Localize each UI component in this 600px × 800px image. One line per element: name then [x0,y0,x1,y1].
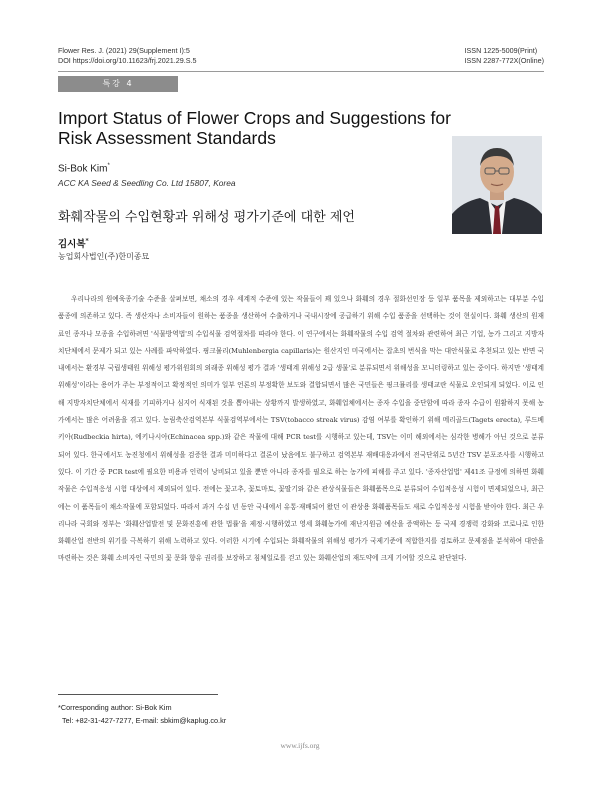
author-name-ko-text: 김시복 [58,239,86,250]
contact-info: Tel: +82-31-427-7277, E-mail: sbkim@kaplug.co.kr [62,716,227,725]
corresponding-mark-ko: * [85,237,89,245]
footer-url[interactable]: www.ijfs.org [280,741,320,750]
abstract [58,291,544,568]
abstract-text: 우리나라의 원예육종기술 수준을 살펴보면, 채소의 경우 세계적 수준에 있는 작물들이 꽤 있으나 화훼의 경우 절화선인장 등 일부 품목을 제외하고는 대부분 수입 품종에 의존하고 있다. 즉 생산자나 소비자들이 원하는 품종을 생산하여 수출하거나 국내시장에 공급하기 위해 수입 품종을 선택하는 것이 현실이다. 화훼 생산의 원재료인 종자나 모종을 수입하려면 '식물방역법'의 수입식물 검역절차를 따라야 한다. 이 연구에서는 화훼작물의 수입 검역 절차와 관련하여 최근 기업, 농가 그리고 지방자치단체에서 문제가 되고 있는 사례를 파악하였다. 핑크뮬리(Muhlenbergia capillaris)는 원산지인 미국에서는 잡초의 번식을 막는 대안식물로 추천되고 있는 반면 국내에서는 환경부 국립생태원 위해성 평가위원회의 외래종 위해성 평가 결과 '생태계 위해성 2급 생물'로 분류되면서 위해성을 모니터링하고 있는 중이다. 하지만 '생태계 위해성'이라는 용어가 주는 부정적이고 확정적인 의미가 일부 언론의 부정확한 보도와 결합되면서 많은 국민들은 핑크뮬리를 생태교란 식물로 오인되게 되었다. 이로 인해 지방자치단체에서 식재를 기피하거나 심지어 식재된 것을 뽑아내는 상황까지 발생하였고, 화훼업체에서는 종자 수입을 중단함에 따라 종자 수급이 원활하지 못해 농가에서는 많은 어려움을 겪고 있다. 농림축산검역본부 식물검역부에서는 TSV(tobacco streak virus) 감염 여부를 확인하기 위해 메리골드(Tagets erecta), 루드베키아(Rudbeckia hirta), 에키나시아(Echinacea spp.)와 같은 작물에 대해 PCR test를 시행하고 있는데, TSV는 이미 해외에서는 심각한 병해가 아닌 것으로 분류되어 있다. 한국에서도 농진청에서 위해성을 검증한 결과 미미하다고 결론이 났음에도 불구하고 검역본부 재배대응과에서 전국단위로 5년간 TSV 분포조사를 시행하고 있다. 이 기간 중 PCR test에 필요한 비용과 인력이 낭비되고 있을 뿐만 아니라 종자를 필요로 하는 농가에 피해를 주고 있다. '종자산업법' 제41조 규정에 의하면 화훼작물은 수입적응성 시험 대상에서 제외되어 있다. 전에는 꽃고추, 꽃토마토, 꽃딸기와 같은 관상식물들은 화훼품목으로 분류되어 수입적응성 시험이 면제되었으나, 최근에는 이 품목들이 채소작물에 포함되었다. 따라서 과거 수십 년 동안 국내에서 유통·재배되어 왔던 이 관상용 화훼품목들도 새로 수입적응성 시험을 받아야 한다. 최근 우리나라 국회와 정부는 '화훼산업발전 및 문화진흥에 관한 법률'을 제정·시행하였고 영세 화훼농가에 재난지원금 예산을 증액하는 등 국제 경쟁력 강화와 코로나로 인한 화훼산업 전반의 위기를 극복하기 위해 노력하고 있다. 이러한 시기에 수입되는 화훼작물의 위해성 평가가 국제기준에 적합한지를 검토하고 문제점을 분석하여 대안을 마련하는 것은 화훼 소비자인 국민의 꽃 문화 향유 권리를 보장하고 침체일로를 걷고 있는 화훼산업의 재도약에 크게 기여할 것으로 판단된다. [58,295,544,563]
journal-citation: Flower Res. J. (2021) 29(Supplement I):5 [58,46,190,55]
header-divider [58,71,544,72]
issn-block [464,46,544,66]
doi-link[interactable]: DOI https://doi.org/10.11623/frj.2021.29.S.5 [58,56,197,65]
article-title-ko: 화훼작물의 수입현황과 위해성 평가기준에 대한 제언 [58,210,355,225]
issn-online: ISSN 2287-772X(Online) [464,56,544,65]
author-photo [452,136,542,234]
article-title-en: Import Status of Flower Crops and Suggestions for Risk Assessment Standards [58,108,451,148]
author-name-en-text: Si-Bok Kim [58,163,108,175]
author-portrait-icon [452,136,542,234]
footnote-divider [58,694,218,695]
corresponding-author: *Corresponding author: Si-Bok Kim [58,703,172,712]
corresponding-mark: * [107,163,110,169]
affiliation-ko: 농업회사법인(주)한미종묘 [58,252,150,261]
issn-print: ISSN 1225-5009(Print) [464,46,538,55]
section-tag: 특강 4 [58,76,178,92]
affiliation-en: ACC KA Seed & Seedling Co. Ltd 15807, Korea [58,178,236,188]
author-name-en [58,163,110,174]
journal-header [58,46,197,66]
author-name-ko [58,236,89,250]
